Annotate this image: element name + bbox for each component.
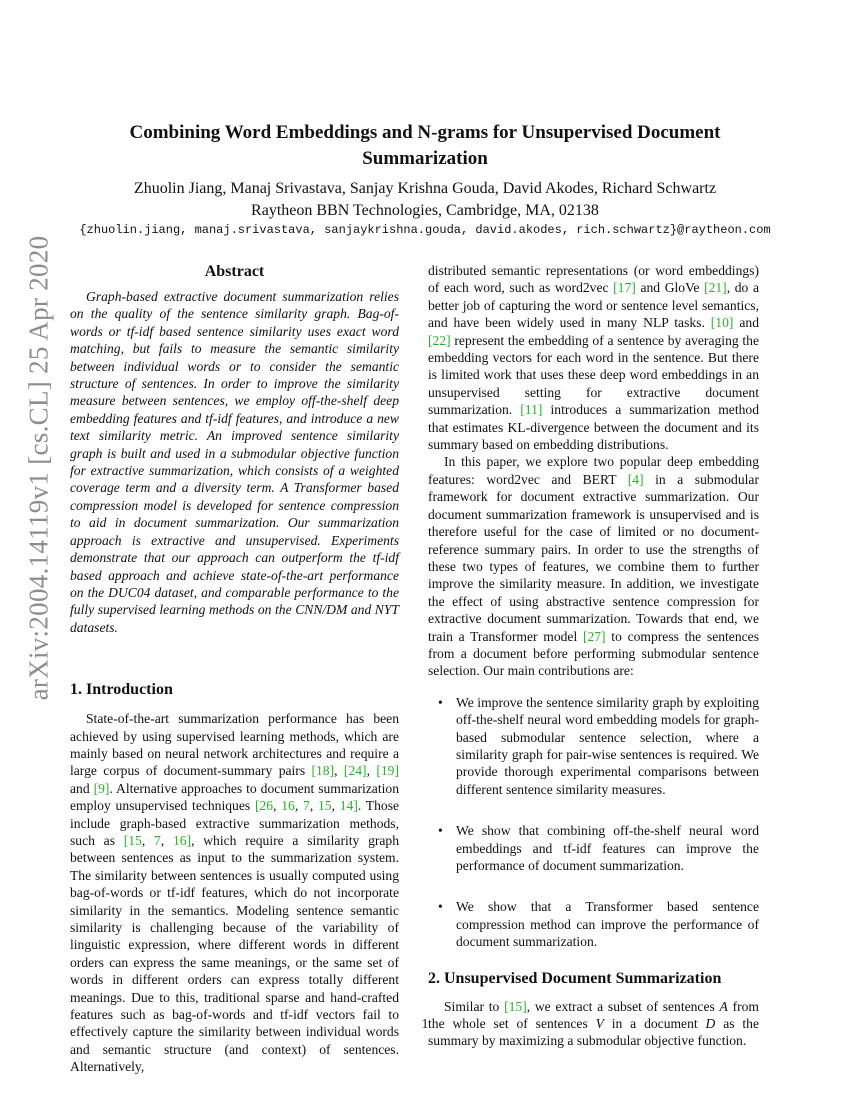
math-variable: A <box>719 998 728 1014</box>
list-item <box>428 898 759 950</box>
left-column <box>70 262 399 1076</box>
text-run: to compress the sentences from a document before performing submodular sentence selection. Our main contributions are: <box>428 628 759 679</box>
text-run: , which require a similarity graph between sentences as input to the summarization system. The similarity between sentences is usually computed using bag-of-words or tf-idf features, which do not incorporate similarity in the semantics. Modeling sentence semantic similarity is challenging because of the variability of linguistic expression, where different words in different orders can express the same meanings, or the same set of words in different orders can express totally different meanings. Due to this, traditional sparse and hand-crafted features such as bag-of-words and tf-idf vectors fail to effectively capture the similarity between individual words and semantic structure (and context) of sentences. Alternatively, <box>70 832 400 1075</box>
citation-link[interactable]: 7 <box>303 798 310 814</box>
bullet-icon: • <box>438 694 443 710</box>
text-run: , <box>273 798 282 814</box>
citation-link[interactable]: [18] <box>311 763 335 779</box>
text-run: , <box>331 798 340 814</box>
citation-link[interactable]: [27] <box>582 628 606 644</box>
citation-link[interactable]: 16] <box>172 832 192 848</box>
text-run: as the summary by maximizing a submodular objective function. <box>428 1016 759 1049</box>
text-run: and <box>733 315 759 331</box>
author-list: Zhuolin Jiang, Manaj Srivastava, Sanjay Krishna Gouda, David Akodes, Richard Schwartz <box>133 180 717 197</box>
text-run: Similar to <box>444 998 505 1014</box>
citation-link[interactable]: [19] <box>376 763 400 779</box>
text-run: introduces a summarization method that estimates KL-divergence between the document and its summary based on embedding distributions. <box>428 402 759 453</box>
text-run: , <box>334 763 344 779</box>
list-item <box>428 822 759 874</box>
contribution-text: We show that a Transformer based sentence compression method can improve the performance of document summarization. <box>456 899 759 950</box>
citation-link[interactable]: 15 <box>317 798 332 814</box>
math-variable: D <box>705 1016 716 1032</box>
citation-link[interactable]: [11] <box>520 402 543 418</box>
section-2-heading: 2. Unsupervised Document Summarization <box>428 969 722 987</box>
text-run: from the whole set of sentences <box>428 998 760 1032</box>
intro-heading: 1. Introduction <box>70 681 173 699</box>
bullet-icon: • <box>438 899 443 915</box>
contribution-text: We improve the sentence similarity graph by exploiting off-the-shelf neural word embedding models for graph-based submodular sentence selection, where a similarity graph for pair-wise sentences is required. We provide thorough experimental comparisons between different sentence similarity measures. <box>456 694 759 797</box>
contribution-text: We show that combining off-the-shelf neural word embeddings and tf-idf features can improve the performance of document summarization. <box>456 823 759 873</box>
text-run: represent the embedding of a sentence by averaging the embedding vectors for each word in the sentence. But there is limited work that uses these deep word embeddings in an unsupervised setting for extractive document summarization. <box>428 332 759 418</box>
text-run: , <box>160 832 173 848</box>
text-run: in a submodular framework for document extractive summarization. Our document summarization framework is unsupervised and is therefore useful for the case of limited or no document-reference summary pairs. In order to use the strengths of these two types of features, we combine them to further improve the similarity measure. In addition, we investigate the effect of using abstractive sentence compression for extractive document summarization. Towards that end, we train a Transformer model <box>428 471 759 644</box>
text-run: In this paper, we explore two popular deep embedding features: word2vec and BERT <box>428 454 759 487</box>
citation-link[interactable]: 16 <box>281 798 295 814</box>
list-item <box>428 694 759 798</box>
text-run: . Those include graph-based extractive summarization methods, such as <box>70 798 400 848</box>
text-run: , <box>309 798 318 814</box>
text-run: State-of-the-art summarization performance has been achieved by using supervised learning methods, which are mainly based on neural network architectures and require a large corpus of document-summary pairs <box>70 711 399 779</box>
text-run: and GloVe <box>635 280 705 296</box>
paper-title: Combining Word Embeddings and N-grams for Unsupervised Document Summarization <box>129 122 721 169</box>
text-run: , do a better job of capturing the word or sentence level semantics, and have been widely used in many NLP tasks. <box>428 280 759 331</box>
citation-link[interactable]: [4] <box>627 471 644 487</box>
citation-link[interactable]: [22] <box>428 332 451 348</box>
text-run: , <box>294 798 304 814</box>
citation-link[interactable]: 7 <box>154 832 161 848</box>
text-run: and <box>70 780 94 796</box>
citation-link[interactable]: [24] <box>343 763 367 779</box>
text-run: , <box>366 763 377 779</box>
math-variable: V <box>595 1016 604 1032</box>
text-run: . Alternative approaches to document summarization employ unsupervised techniques <box>70 780 399 814</box>
author-emails: {zhuolin.jiang, manaj.srivastava, sanjaykrishna.gouda, david.akodes, rich.schwartz}@raytheon.com <box>79 223 771 237</box>
affiliation: Raytheon BBN Technologies, Cambridge, MA, 02138 <box>251 202 599 219</box>
citation-link[interactable]: [15] <box>504 998 527 1014</box>
bullet-icon: • <box>438 823 443 839</box>
arxiv-stamp-text: arXiv:2004.14119v1 [cs.CL] 25 Apr 2020 <box>23 235 54 701</box>
text-run: distributed semantic representations (or word embeddings) of each word, such as word2vec <box>428 263 759 296</box>
citation-link[interactable]: [21] <box>704 280 727 296</box>
text-run: , we extract a subset of sentences <box>526 998 720 1014</box>
abstract-text: Graph-based extractive document summarization relies on the quality of the sentence similarity graph. Bag-of-words or tf-idf based sentence similarity uses exact word matching, but fails to measure the semantic similarity between individual words or to consider the semantic structure of sentences. In order to improve the similarity measure between sentences, we employ off-the-shelf deep embedding features and tf-idf features, and introduce a new text similarity metric. An improved sentence similarity graph is built and used in a submodular objective function for extractive summarization, which consists of a weighted coverage term and a diversity term. A Transformer based compression model is developed for sentence compression to aid in document summarization. Our summarization approach is extractive and unsupervised. Experiments demonstrate that our approach can outperform the tf-idf based approach and achieve state-of-the-art performance on the DUC04 dataset, and comparable performance to the fully supervised learning methods on the CNN/DM and NYT datasets. <box>70 289 399 635</box>
citation-link[interactable]: [15 <box>123 832 142 848</box>
intro-paragraph-1-continued <box>428 262 759 453</box>
abstract-heading: Abstract <box>204 263 265 280</box>
citation-link[interactable]: 14] <box>339 798 358 814</box>
contributions-list <box>428 694 759 951</box>
citation-link[interactable]: [9] <box>93 780 110 796</box>
citation-link[interactable]: [17] <box>613 280 636 296</box>
text-run: , <box>141 832 155 848</box>
citation-link[interactable]: [10] <box>710 315 734 331</box>
page-number: 1 <box>421 1016 429 1031</box>
intro-paragraph-2 <box>428 453 759 679</box>
right-column <box>428 262 759 1050</box>
text-run: in a document <box>603 1016 706 1032</box>
citation-link[interactable]: [26 <box>254 798 274 814</box>
